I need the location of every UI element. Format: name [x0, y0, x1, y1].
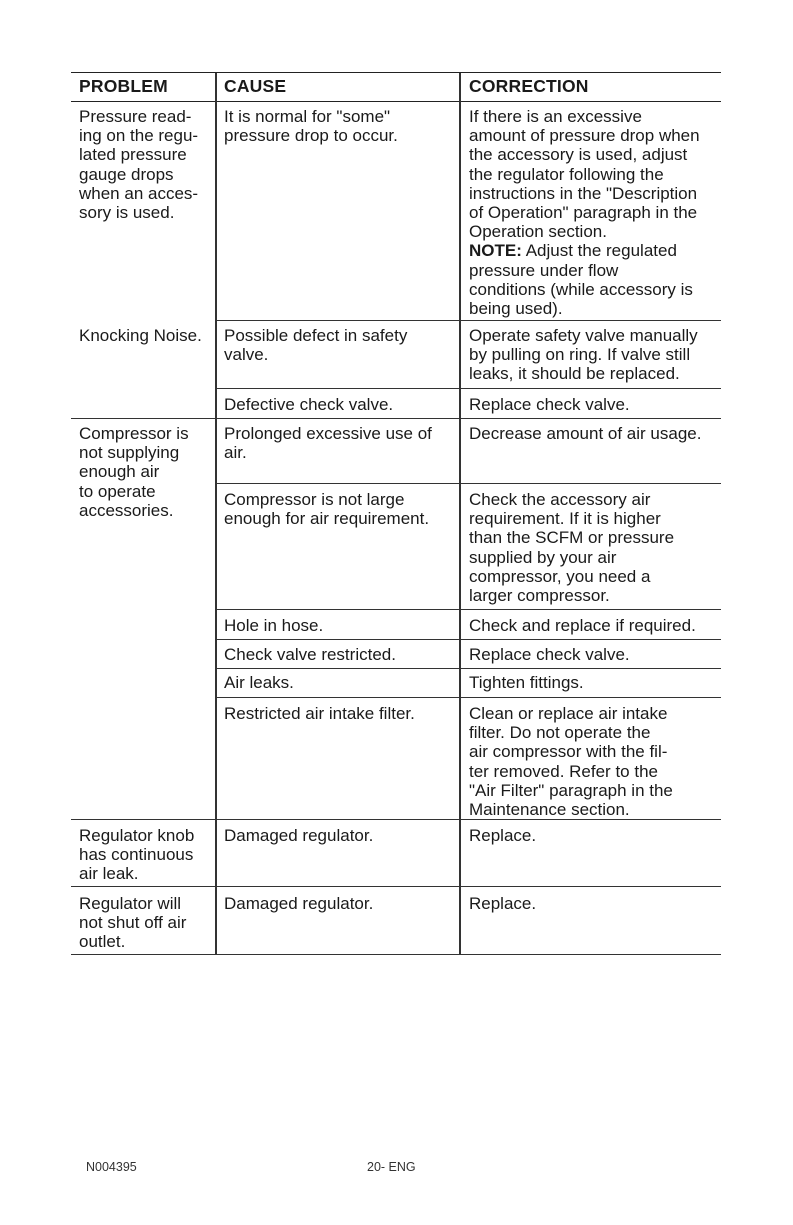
row-rule: [217, 609, 459, 610]
row-0-cause: It is normal for "some" pressure drop to occur.: [224, 107, 398, 146]
row-rule: [461, 483, 721, 484]
row-rule: [217, 697, 459, 698]
note-line: NOTE: Adjust the regulated: [469, 241, 677, 261]
row-rule: [461, 320, 721, 321]
row-rule: [217, 388, 459, 389]
row-4-correction: Check the accessory air requirement. If it is higher than the SCFM or pressure supplied by your air compressor, you need a larger compressor.: [469, 490, 675, 606]
row-1-problem: Knocking Noise.: [79, 326, 202, 345]
row-6-cause: Check valve restricted.: [224, 645, 396, 664]
row-1-correction: Operate safety valve manually by pulling on ring. If valve still leaks, it should be replaced.: [469, 326, 698, 384]
row-rule: [217, 320, 459, 321]
row-rule: [217, 668, 459, 669]
row-7-cause: Air leaks.: [224, 673, 294, 692]
header-bottom-rule: [71, 101, 721, 102]
row-rule: [217, 639, 459, 640]
row-5-cause: Hole in hose.: [224, 616, 324, 635]
column-divider-1: [215, 73, 217, 955]
row-rule: [461, 639, 721, 640]
row-3-problem: Compressor is not supplying enough air to operate accessories.: [79, 424, 189, 520]
row-rule: [461, 609, 721, 610]
row-rule: [217, 483, 459, 484]
table-top-rule: [71, 72, 721, 73]
row-0-problem: Pressure read- ing on the regu- lated pressure gauge drops when an acces- sory is used.: [79, 107, 199, 223]
row-9-cause: Damaged regulator.: [224, 826, 374, 845]
row-2-cause: Defective check valve.: [224, 395, 394, 414]
row-rule: [461, 697, 721, 698]
row-3-cause: Prolonged excessive use of air.: [224, 424, 432, 463]
row-8-cause: Restricted air intake filter.: [224, 704, 415, 723]
document-code: N004395: [86, 1160, 137, 1174]
row-10-problem: Regulator will not shut off air outlet.: [79, 894, 187, 952]
column-divider-2: [459, 73, 461, 955]
header-correction: CORRECTION: [469, 76, 589, 96]
row-9-correction: Replace.: [469, 826, 537, 845]
row-1-cause: Possible defect in safety valve.: [224, 326, 408, 365]
row-6-correction: Replace check valve.: [469, 645, 630, 664]
row-3-correction: Decrease amount of air usage.: [469, 424, 702, 443]
row-rule: [461, 668, 721, 669]
row-10-cause: Damaged regulator.: [224, 894, 374, 913]
row-rule: [71, 886, 721, 887]
note-label: NOTE:: [469, 241, 522, 261]
row-10-correction: Replace.: [469, 894, 537, 913]
row-9-problem: Regulator knob has continuous air leak.: [79, 826, 195, 884]
page-number: 20- ENG: [367, 1160, 416, 1174]
row-rule: [71, 418, 721, 419]
row-4-cause: Compressor is not large enough for air requirement.: [224, 490, 430, 529]
header-cause: CAUSE: [224, 76, 287, 96]
row-5-correction: Check and replace if required.: [469, 616, 696, 635]
row-8-correction: Clean or replace air intake filter. Do not operate the air compressor with the fil- ter removed. Refer to the "Air Filter" paragraph in the Maintenance section.: [469, 704, 673, 820]
row-0-correction: If there is an excessive amount of pressure drop when the accessory is used, adjust the regulator following the instructions in the "Description of Operation" paragraph in the Operation section. NOTE: Adjust the regulated pressure under flow conditions (while accessory is being used).: [469, 107, 721, 318]
table-bottom-rule: [71, 954, 721, 955]
row-2-correction: Replace check valve.: [469, 395, 630, 414]
header-problem: PROBLEM: [79, 76, 168, 96]
row-rule: [461, 388, 721, 389]
row-7-correction: Tighten fittings.: [469, 673, 584, 692]
row-rule: [71, 819, 721, 820]
